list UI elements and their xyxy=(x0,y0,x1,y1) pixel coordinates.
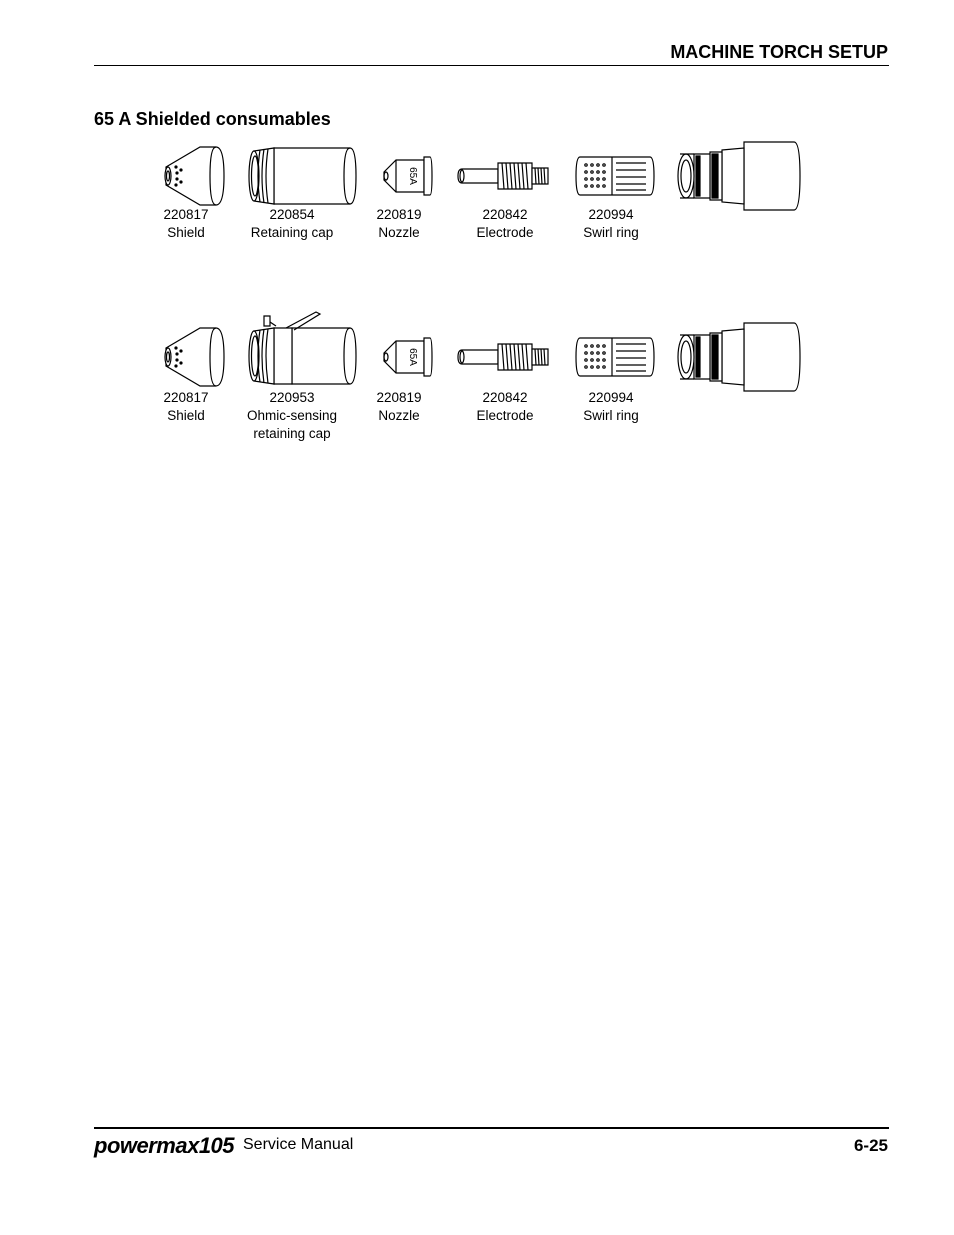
part-label xyxy=(232,389,352,443)
part-name: Ohmic-sensing xyxy=(246,408,338,423)
part-label xyxy=(339,389,459,425)
part-number: 220953 xyxy=(269,390,315,405)
brand-logo: powermax105 xyxy=(94,1133,235,1158)
part-number: 220842 xyxy=(482,390,528,405)
shield-icon xyxy=(160,326,226,388)
part-label xyxy=(232,206,352,242)
part-name: Swirl ring xyxy=(583,225,639,240)
part-name: Electrode xyxy=(476,225,534,240)
part-number: 220854 xyxy=(269,207,315,222)
retaining-cap-icon xyxy=(246,145,358,207)
part-name: Nozzle xyxy=(378,225,420,240)
swirl-ring-icon xyxy=(574,153,656,199)
swirl-ring-icon xyxy=(574,334,656,380)
part-label xyxy=(126,206,246,242)
part-label xyxy=(445,206,565,242)
part-name: Swirl ring xyxy=(583,408,639,423)
nozzle-icon xyxy=(380,155,434,197)
part-name: Shield xyxy=(167,408,205,423)
electrode-icon xyxy=(456,341,552,373)
manual-title: Service Manual xyxy=(243,1136,354,1153)
ohmic-retaining-cap-icon xyxy=(246,310,358,388)
nozzle-marking: 65A xyxy=(407,348,418,366)
part-label xyxy=(126,389,246,425)
part-label xyxy=(551,206,671,242)
part-name-line2: retaining cap xyxy=(253,426,331,441)
part-number: 220994 xyxy=(588,390,634,405)
part-number: 220819 xyxy=(376,390,422,405)
page-number: 6-25 xyxy=(853,1136,888,1155)
part-number: 220994 xyxy=(588,207,634,222)
part-name: Nozzle xyxy=(378,408,420,423)
part-name: Retaining cap xyxy=(250,225,334,240)
torch-head-icon xyxy=(674,321,802,393)
nozzle-icon xyxy=(380,336,434,378)
part-number: 220819 xyxy=(376,207,422,222)
part-label xyxy=(339,206,459,242)
section-title: 65 A Shielded consumables xyxy=(94,109,331,129)
electrode-icon xyxy=(456,160,552,192)
footer-divider xyxy=(94,1127,889,1129)
page-header-title: MACHINE TORCH SETUP xyxy=(670,42,888,62)
part-label xyxy=(551,389,671,425)
part-name: Shield xyxy=(167,225,205,240)
torch-head-icon xyxy=(674,140,802,212)
part-name: Electrode xyxy=(476,408,534,423)
part-label xyxy=(445,389,565,425)
part-number: 220842 xyxy=(482,207,528,222)
shield-icon xyxy=(160,145,226,207)
part-number: 220817 xyxy=(163,207,209,222)
part-number: 220817 xyxy=(163,390,209,405)
header-divider xyxy=(94,65,889,66)
nozzle-marking: 65A xyxy=(407,167,418,185)
